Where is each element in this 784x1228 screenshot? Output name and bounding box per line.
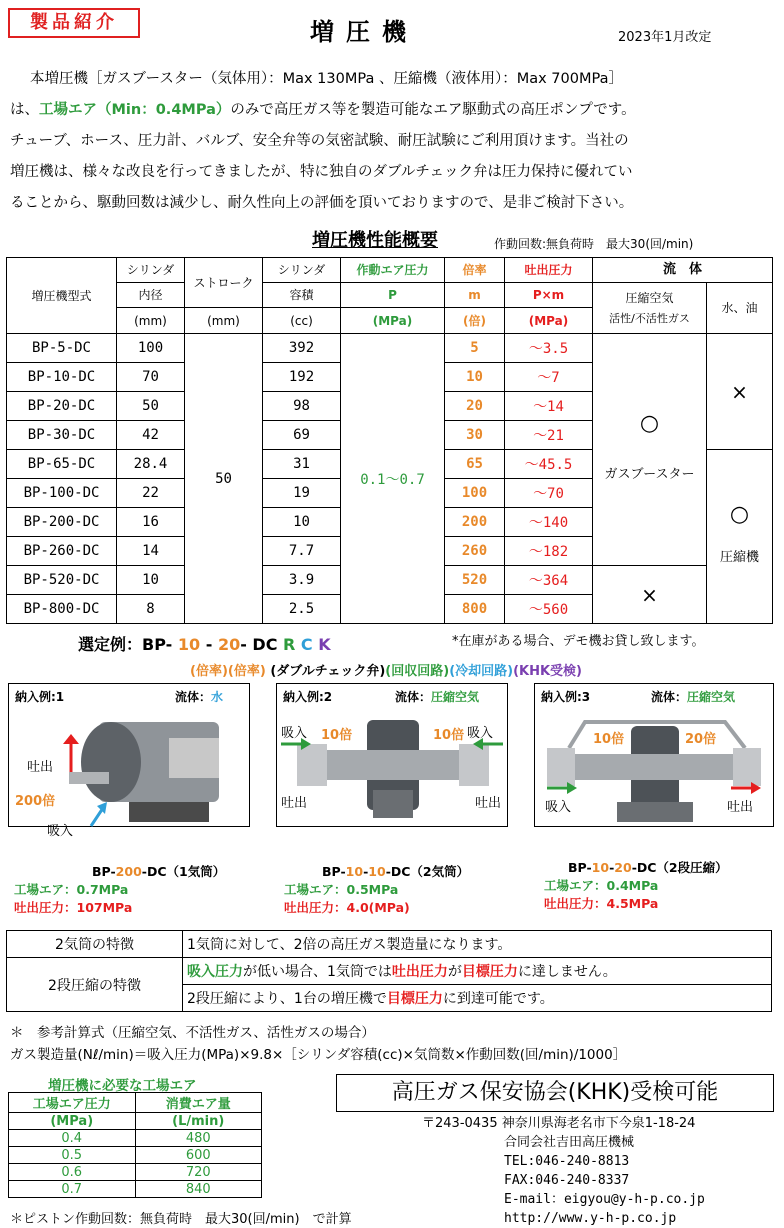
example-head: 納入例:1 — [15, 690, 65, 704]
cell-model: BP-260-DC — [7, 537, 117, 566]
air-table — [8, 1092, 262, 1198]
cell-outlet: ～182 — [505, 537, 593, 566]
example-fluid — [651, 688, 735, 705]
table-row — [9, 1093, 262, 1113]
header-bore: 内径 — [117, 283, 185, 308]
example-head: 納入例:2 — [283, 690, 333, 704]
pump-rods — [313, 750, 473, 780]
legend-c: (冷却回路) — [449, 664, 514, 679]
fluid-value: 圧縮空気 — [431, 690, 480, 704]
page-title: 増圧機 — [310, 18, 418, 46]
legend-ratio: (倍率) — [227, 664, 266, 679]
cell-gas — [593, 334, 707, 566]
example-air: 工場エア：0.4MPa — [544, 878, 659, 893]
air-header: 工場エア圧力 — [9, 1093, 136, 1113]
header-gas-line: 活性/不活性ガス — [609, 311, 690, 325]
model-mid: - — [609, 860, 615, 875]
cell-ratio: 200 — [445, 508, 505, 537]
pump-block — [169, 738, 219, 778]
model-pre: BP- — [92, 864, 116, 879]
selection-legend — [190, 660, 582, 679]
header-outlet: 吐出圧力 — [505, 258, 593, 283]
cell-model: BP-520-DC — [7, 566, 117, 595]
cell-ratio: 30 — [445, 421, 505, 450]
label-ratio: 10倍 — [321, 728, 353, 743]
company-tel: TEL:046-240-8813 — [504, 1154, 630, 1169]
header-outlet: (MPa) — [505, 308, 593, 334]
cell-bore: 28.4 — [117, 450, 185, 479]
fluid-value: 水 — [211, 690, 224, 704]
table-row — [9, 1147, 262, 1164]
cell-bore: 16 — [117, 508, 185, 537]
header-model: 増圧機型式 — [7, 258, 117, 334]
pump-head-left — [297, 744, 327, 786]
cell-bore: 100 — [117, 334, 185, 363]
pump-head-left — [547, 748, 575, 786]
company-info — [422, 1114, 705, 1228]
features-table — [6, 930, 772, 1012]
company-address: 〒243-0435 神奈川県海老名市下今泉1-18-24 — [422, 1116, 696, 1131]
cell-model: BP-100-DC — [7, 479, 117, 508]
cell-outlet: ～14 — [505, 392, 593, 421]
air-consumption: 600 — [135, 1147, 262, 1164]
cell-ratio: 260 — [445, 537, 505, 566]
model-post: -DC（2段圧縮） — [631, 860, 728, 875]
cell-ratio: 800 — [445, 595, 505, 624]
company-url[interactable]: http://www.y-h-p.co.jp — [504, 1211, 677, 1226]
example-2-frame — [276, 683, 508, 827]
cell-volume: 3.9 — [263, 566, 341, 595]
label-in: 吸入 — [47, 824, 74, 839]
cell-volume: 19 — [263, 479, 341, 508]
spec-table-note: 作動回数:無負荷時 最大30(回/min) — [494, 237, 694, 251]
label-in: 吸入 — [467, 726, 494, 741]
air-pressure: 0.5 — [9, 1147, 136, 1164]
factory-air-text: 工場エア（Min：0.4MPa） — [39, 102, 231, 118]
legend-dc: (ダブルチェック弁) — [270, 664, 386, 679]
cell-air: 0.1～0.7 — [341, 334, 445, 624]
example-air: 工場エア：0.5MPa — [284, 882, 399, 897]
fluid-value: 圧縮空気 — [687, 690, 736, 704]
cell-outlet: ～560 — [505, 595, 593, 624]
feature-text: が — [447, 964, 462, 980]
label-ratio: 10倍 — [433, 728, 465, 743]
model-num: 20 — [614, 860, 632, 875]
label-out: 吐出 — [475, 796, 502, 811]
cell-ratio: 65 — [445, 450, 505, 479]
cell-bore: 10 — [117, 566, 185, 595]
cell-ratio: 20 — [445, 392, 505, 421]
example-model — [568, 858, 728, 876]
cell-volume: 7.7 — [263, 537, 341, 566]
khk-banner: 高圧ガス保安協会(KHK)受検可能 — [336, 1074, 774, 1112]
label-ratio: 10倍 — [593, 732, 625, 747]
example-outlet: 吐出圧力：107MPa — [14, 900, 133, 915]
air-note: ＊ピストン作動回数：無負荷時 最大30(回/min) で計算 — [10, 1212, 352, 1227]
header-stroke: ストローク — [185, 258, 263, 308]
company-email[interactable]: E-mail：eigyou@y-h-p.co.jp — [504, 1192, 705, 1207]
header-volume: (cc) — [263, 308, 341, 334]
gas-booster-label: ガスブースター — [604, 467, 695, 482]
example-1-frame — [8, 683, 250, 839]
calc-expression: ガス製造量(Nℓ/min)＝吸入圧力(MPa)×9.8×［シリンダ容積(cc)×気筒数×作動回数(回/min)/1000］ — [10, 1047, 627, 1063]
spec-table-title: 増圧機性能概要 — [312, 230, 438, 251]
revision-date: 2023年1月改定 — [618, 30, 712, 45]
header-air: 作動エア圧力 — [341, 258, 445, 283]
header-ratio: m — [445, 283, 505, 308]
fluid-label: 流体： — [395, 690, 432, 704]
suction-pressure: 吸入圧力 — [187, 964, 243, 980]
label-ratio: 200倍 — [15, 794, 56, 809]
model-num: 10 — [368, 864, 386, 879]
cell-ratio: 520 — [445, 566, 505, 595]
label-ratio: 20倍 — [685, 732, 717, 747]
header-bore: シリンダ — [117, 258, 185, 283]
calc-title: ＊ 参考計算式（圧縮空気、不活性ガス、活性ガスの場合） — [10, 1025, 375, 1041]
feature-label: 2段圧縮の特徴 — [7, 958, 183, 1012]
air-pressure: 0.7 — [9, 1181, 136, 1198]
legend-ratio: (倍率) — [190, 664, 228, 679]
intro-line: ることから、駆動回数は減少し、耐久性向上の評価を頂いておりますので、是非ご検討下さい。 — [10, 195, 634, 211]
cell-volume: 69 — [263, 421, 341, 450]
fluid-label: 流体： — [651, 690, 688, 704]
label-in: 吸入 — [281, 726, 308, 741]
table-row — [9, 1113, 262, 1130]
pump-head-right — [459, 744, 489, 786]
example-outlet: 吐出圧力：4.5MPa — [544, 896, 659, 911]
table-row — [9, 1130, 262, 1147]
selection-ratio1: 10 — [177, 635, 201, 654]
legend-r: (回収回路) — [385, 664, 450, 679]
feature-text: が低い場合、1気筒では — [243, 964, 392, 980]
cell-outlet: ～140 — [505, 508, 593, 537]
cell-ratio: 10 — [445, 363, 505, 392]
header-air: (MPa) — [341, 308, 445, 334]
company-fax: FAX:046-240-8337 — [504, 1173, 630, 1188]
header-fluid: 流 体 — [593, 258, 773, 283]
air-unit: (L/min) — [135, 1113, 262, 1130]
example-outlet: 吐出圧力：4.0(MPa) — [284, 900, 410, 915]
table-row — [7, 334, 773, 363]
cell-model: BP-20-DC — [7, 392, 117, 421]
selection-prefix: 選定例：BP- — [78, 635, 173, 654]
header-bore: (mm) — [117, 308, 185, 334]
cell-bore: 14 — [117, 537, 185, 566]
header-gas-line: 圧縮空気 — [625, 290, 674, 305]
selection-example — [78, 632, 331, 655]
cell-model: BP-30-DC — [7, 421, 117, 450]
air-pressure: 0.6 — [9, 1164, 136, 1181]
table-row — [7, 931, 772, 958]
cell-volume: 192 — [263, 363, 341, 392]
gas-ng-mark: × — [593, 566, 707, 624]
cell-volume: 98 — [263, 392, 341, 421]
demo-note: *在庫がある場合、デモ機お貸し致します。 — [452, 634, 705, 649]
arrow-in-icon — [547, 782, 577, 794]
feature-text: 2段圧縮により、1台の増圧機で — [187, 991, 387, 1007]
model-num: 10 — [591, 860, 610, 875]
spec-table — [6, 257, 773, 624]
pump-rods — [559, 754, 749, 780]
air-consumption: 480 — [135, 1130, 262, 1147]
label-in: 吸入 — [545, 800, 572, 815]
example-3-frame — [534, 683, 774, 827]
selection-r: R — [283, 635, 296, 654]
cell-bore: 70 — [117, 363, 185, 392]
header-stroke: (mm) — [185, 308, 263, 334]
pump-head-right — [733, 748, 761, 786]
header-liquid: 水、油 — [707, 283, 773, 334]
cell-volume: 10 — [263, 508, 341, 537]
example-fluid — [395, 688, 479, 705]
pump-base — [617, 802, 693, 822]
cell-outlet: ～7 — [505, 363, 593, 392]
cell-volume: 31 — [263, 450, 341, 479]
liquid-ok-mark: ○ — [729, 502, 750, 527]
header-gas — [593, 283, 707, 334]
label-out: 吐出 — [281, 796, 308, 811]
air-consumption: 720 — [135, 1164, 262, 1181]
model-num: 200 — [115, 864, 142, 879]
header-volume: シリンダ — [263, 258, 341, 283]
feature-text — [183, 958, 772, 985]
example-air: 工場エア：0.7MPa — [14, 882, 129, 897]
label-out: 吐出 — [727, 800, 754, 815]
cell-liquid — [707, 450, 773, 624]
cell-ratio: 5 — [445, 334, 505, 363]
feature-text: に達しません。 — [517, 964, 617, 980]
product-badge: 製品紹介 — [8, 8, 140, 38]
cell-model: BP-800-DC — [7, 595, 117, 624]
table-row — [9, 1181, 262, 1198]
arrow-out-icon — [731, 782, 761, 794]
cell-bore: 8 — [117, 595, 185, 624]
table-row — [7, 958, 772, 985]
example-model — [92, 862, 225, 880]
calc-formula — [10, 1022, 626, 1066]
compressor-label: 圧縮機 — [720, 550, 760, 565]
label-out: 吐出 — [27, 760, 54, 775]
cell-ratio: 100 — [445, 479, 505, 508]
header-air: P — [341, 283, 445, 308]
arrow-out-icon — [59, 734, 83, 774]
intro-line: チューブ、ホース、圧力計、バルブ、安全弁等の気密試験、耐圧試験にご利用頂けます。当社の — [10, 133, 629, 149]
air-consumption: 840 — [135, 1181, 262, 1198]
target-pressure: 目標圧力 — [461, 964, 518, 980]
model-pre: BP- — [322, 864, 346, 879]
fluid-label: 流体： — [175, 690, 212, 704]
company-name: 合同会社吉田高圧機械 — [504, 1135, 635, 1150]
cell-model: BP-5-DC — [7, 334, 117, 363]
cell-outlet: ～3.5 — [505, 334, 593, 363]
target-pressure: 目標圧力 — [386, 991, 443, 1007]
feature-label: 2気筒の特徴 — [7, 931, 183, 958]
liquid-ng-mark: × — [707, 334, 773, 450]
cell-model: BP-65-DC — [7, 450, 117, 479]
intro-text: は、 — [10, 102, 39, 118]
selection-k: K — [318, 635, 331, 654]
cell-bore: 22 — [117, 479, 185, 508]
gas-ok-mark: ○ — [639, 411, 660, 436]
cell-volume: 392 — [263, 334, 341, 363]
feature-text: 1気筒に対して、2倍の高圧ガス製造量になります。 — [183, 931, 772, 958]
intro-paragraph — [10, 64, 775, 219]
cell-outlet: ～70 — [505, 479, 593, 508]
cell-model: BP-10-DC — [7, 363, 117, 392]
selection-dc: - DC — [240, 635, 278, 654]
model-post: -DC（2気筒） — [385, 864, 470, 879]
cell-bore: 50 — [117, 392, 185, 421]
pump-valve — [373, 790, 413, 818]
air-pressure: 0.4 — [9, 1130, 136, 1147]
cell-outlet: ～21 — [505, 421, 593, 450]
cell-outlet: ～45.5 — [505, 450, 593, 479]
table-row — [9, 1164, 262, 1181]
header-outlet: P×m — [505, 283, 593, 308]
cell-stroke: 50 — [185, 334, 263, 624]
example-head: 納入例:3 — [541, 690, 591, 704]
model-post: -DC（1気筒） — [141, 864, 226, 879]
selection-ratio2: 20 — [217, 635, 241, 654]
selection-c: C — [300, 635, 313, 654]
air-unit: (MPa) — [9, 1113, 136, 1130]
legend-k: (KHK受検) — [513, 664, 582, 679]
header-ratio: 倍率 — [445, 258, 505, 283]
example-model — [322, 862, 469, 880]
header-volume: 容積 — [263, 283, 341, 308]
model-num: 10 — [345, 864, 364, 879]
header-ratio: (倍) — [445, 308, 505, 334]
selection-dash: - — [205, 635, 213, 654]
air-table-title: 増圧機に必要な工場エア — [48, 1078, 197, 1094]
model-pre: BP- — [568, 860, 592, 875]
cell-outlet: ～364 — [505, 566, 593, 595]
cell-bore: 42 — [117, 421, 185, 450]
feature-text: に到達可能です。 — [442, 991, 554, 1007]
cell-model: BP-200-DC — [7, 508, 117, 537]
air-header: 消費エア量 — [135, 1093, 262, 1113]
feature-text — [183, 985, 772, 1012]
cell-volume: 2.5 — [263, 595, 341, 624]
intro-line: 本増圧機［ガスブースター（気体用）：Max 130MPa 、圧縮機（液体用）：Max 700MPa］ — [30, 71, 623, 87]
outlet-pressure: 吐出圧力 — [391, 964, 448, 980]
arrow-in-icon — [85, 802, 109, 828]
pump-base — [129, 802, 209, 822]
pump-cylinder — [81, 722, 141, 802]
model-mid: - — [363, 864, 369, 879]
intro-line — [10, 95, 775, 126]
intro-text: のみで高圧ガス等を製造可能なエア駆動式の高圧ポンプです。 — [230, 102, 636, 118]
intro-line: 増圧機は、様々な改良を行ってきましたが、特に独自のダブルチェック弁は圧力保持に優れてい — [10, 164, 633, 180]
